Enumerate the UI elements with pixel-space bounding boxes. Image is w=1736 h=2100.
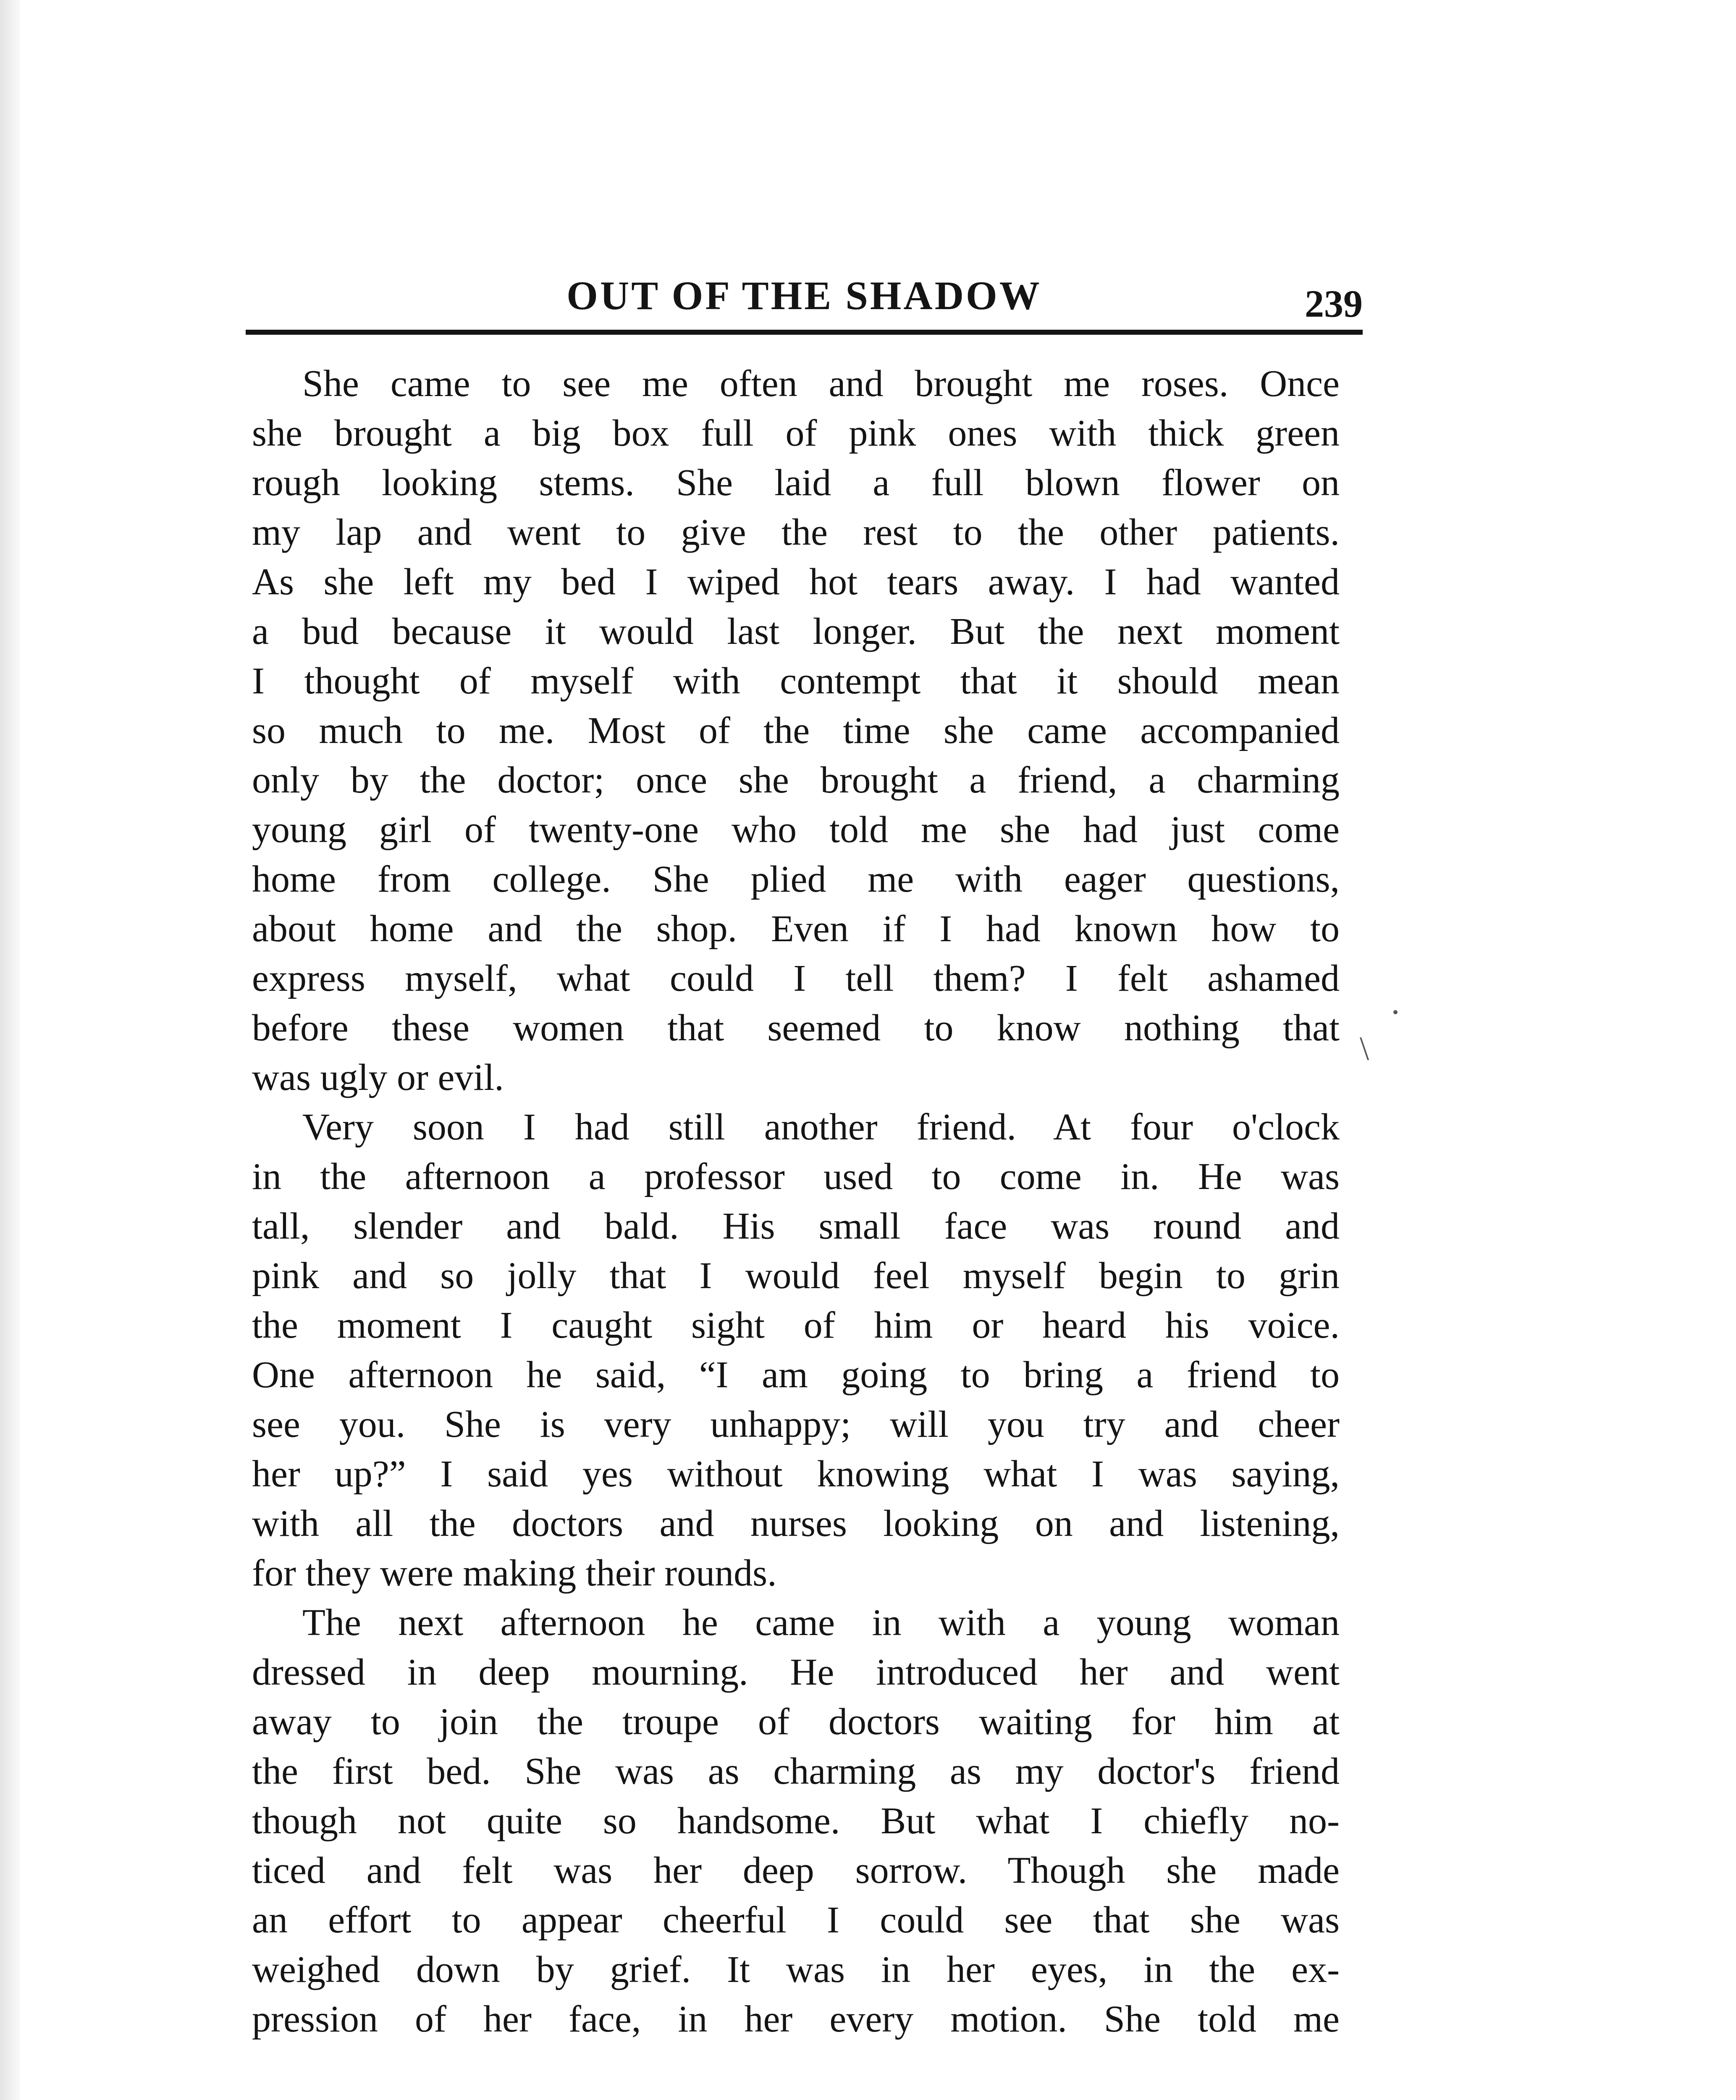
text-line: One afternoon he said, “I am going to bring a friend to (252, 1354, 1340, 1396)
stray-mark-dot (1393, 1010, 1398, 1014)
text-line: my lap and went to give the rest to the other patients. (252, 512, 1340, 553)
text-line: before these women that seemed to know nothing that (252, 1007, 1340, 1049)
margin-mark: \ (1360, 1030, 1369, 1067)
text-line: tall, slender and bald. His small face was round and (252, 1205, 1340, 1247)
running-title: OUT OF THE SHADOW (566, 273, 1042, 318)
body-text (252, 359, 1340, 2044)
text-line: about home and the shop. Even if I had known how to (252, 908, 1340, 950)
text-line: pression of her face, in her every motion. She told me (252, 1998, 1340, 2040)
text-line: though not quite so handsome. But what I chiefly no- (252, 1800, 1340, 1842)
text-line: express myself, what could I tell them? I felt ashamed (252, 958, 1340, 999)
text-line: for they were making their rounds. (252, 1552, 777, 1594)
text-line: Very soon I had still another friend. At four o'clock (302, 1106, 1340, 1148)
text-line: she brought a big box full of pink ones with thick green (252, 412, 1340, 454)
text-line: a bud because it would last longer. But the next moment (252, 611, 1340, 652)
page-header (246, 264, 1363, 327)
text-line: pink and so jolly that I would feel myself begin to grin (252, 1255, 1340, 1297)
text-line: weighed down by grief. It was in her eyes, in the ex- (252, 1949, 1340, 1990)
text-line: rough looking stems. She laid a full blown flower on (252, 462, 1340, 504)
text-line: As she left my bed I wiped hot tears away. I had wanted (252, 561, 1340, 603)
text-line: I thought of myself with contempt that it should mean (252, 660, 1340, 702)
text-line: so much to me. Most of the time she came accompanied (252, 710, 1340, 751)
header-rule (246, 330, 1363, 335)
text-line: She came to see me often and brought me roses. Once (302, 363, 1340, 404)
page-edge-shadow (0, 0, 20, 2100)
text-line: in the afternoon a professor used to come in. He was (252, 1156, 1340, 1197)
page-number: 239 (1305, 282, 1363, 325)
text-line: an effort to appear cheerful I could see that she was (252, 1899, 1340, 1941)
text-line: home from college. She plied me with eager questions, (252, 858, 1340, 900)
text-line: young girl of twenty-one who told me she had just come (252, 809, 1340, 850)
text-line: only by the doctor; once she brought a friend, a charming (252, 759, 1340, 801)
text-line: see you. She is very unhappy; will you try and cheer (252, 1404, 1340, 1445)
text-line: away to join the troupe of doctors waiting for him at (252, 1701, 1340, 1743)
text-line: ticed and felt was her deep sorrow. Though she made (252, 1850, 1340, 1891)
text-line: was ugly or evil. (252, 1057, 504, 1098)
text-line: dressed in deep mourning. He introduced her and went (252, 1651, 1340, 1693)
text-line: with all the doctors and nurses looking on and listening, (252, 1503, 1340, 1544)
text-line: her up?” I said yes without knowing what I was saying, (252, 1453, 1340, 1495)
text-line: the first bed. She was as charming as my doctor's friend (252, 1751, 1340, 1792)
text-line: the moment I caught sight of him or heard his voice. (252, 1305, 1340, 1346)
text-line: The next afternoon he came in with a young woman (302, 1602, 1340, 1643)
